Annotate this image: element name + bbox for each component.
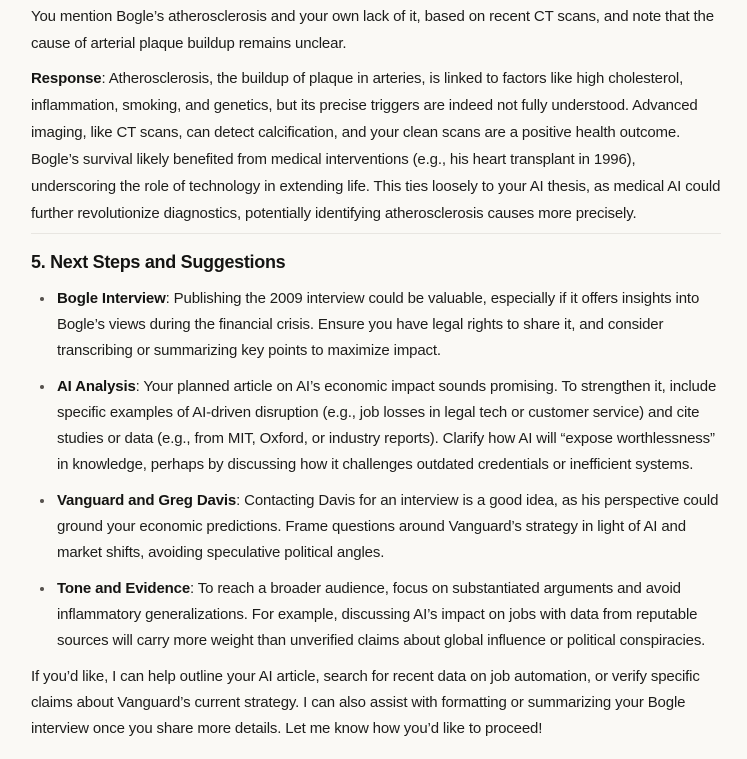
list-item — [31, 286, 721, 364]
list-item — [31, 576, 721, 654]
section-heading: 5. Next Steps and Suggestions — [31, 252, 286, 272]
bullet-label: Bogle Interview — [57, 290, 166, 307]
bullet-label: Tone and Evidence — [57, 580, 191, 597]
section-divider — [31, 233, 721, 234]
bullet-icon — [40, 587, 44, 591]
bullet-text: : Publishing the 2009 interview could be valuable, especially if it offers insights into Bogle’s views during the financial crisis. Ensure you have legal rights to share it, and consider transcribing or summarizing key points to maximize impact. — [57, 290, 700, 359]
bullet-icon — [40, 385, 44, 389]
bullet-text: : Contacting Davis for an interview is a good idea, as his perspective could ground your economic predictions. Frame questions around Vanguard’s strategy in light of AI and market shifts, avoiding speculative political angles. — [57, 492, 719, 561]
bullet-text: : To reach a broader audience, focus on substantiated arguments and avoid inflammatory generalizations. For example, discussing AI’s impact on jobs with data from reputable sources will carry more weight than unverified claims about global influence or political conspiracies. — [57, 580, 706, 649]
response-label: Response — [31, 70, 102, 87]
response-paragraph — [31, 65, 721, 227]
intro-paragraph: You mention Bogle’s atherosclerosis and your own lack of it, based on recent CT scans, and note that the cause of arterial plaque buildup remains unclear. — [31, 8, 714, 52]
list-item — [31, 488, 721, 566]
suggestions-list — [31, 286, 721, 654]
bullet-icon — [40, 499, 44, 503]
bullet-label: AI Analysis — [57, 378, 136, 395]
response-text: : Atherosclerosis, the buildup of plaque in arteries, is linked to factors like high cholesterol, inflammation, smoking, and genetics, but its precise triggers are indeed not fully understood. Advanced imaging, like CT scans, can detect calcification, and your clean scans are a positive health outcome. Bogle’s survival likely benefited from medical interventions (e.g., his heart transplant in 1996), underscoring the role of technology in extending life. This ties loosely to your AI thesis, as medical AI could further revolutionize diagnostics, potentially identifying atherosclerosis causes more precisely. — [31, 70, 721, 222]
bullet-label: Vanguard and Greg Davis — [57, 492, 237, 509]
list-item — [31, 374, 721, 478]
bullet-text: : Your planned article on AI’s economic impact sounds promising. To strengthen it, include specific examples of AI-driven disruption (e.g., job losses in legal tech or customer service) and cite studies or data (e.g., from MIT, Oxford, or industry reports). Clarify how AI will “expose worthlessness” in knowledge, perhaps by discussing how it challenges outdated credentials or inefficient systems. — [57, 378, 717, 473]
closing-paragraph: If you’d like, I can help outline your AI article, search for recent data on job automation, or verify specific claims about Vanguard’s current strategy. I can also assist with formatting or summarizing your Bogle interview once you share more details. Let me know how you’d like to proceed! — [31, 668, 700, 737]
bullet-icon — [40, 297, 44, 301]
